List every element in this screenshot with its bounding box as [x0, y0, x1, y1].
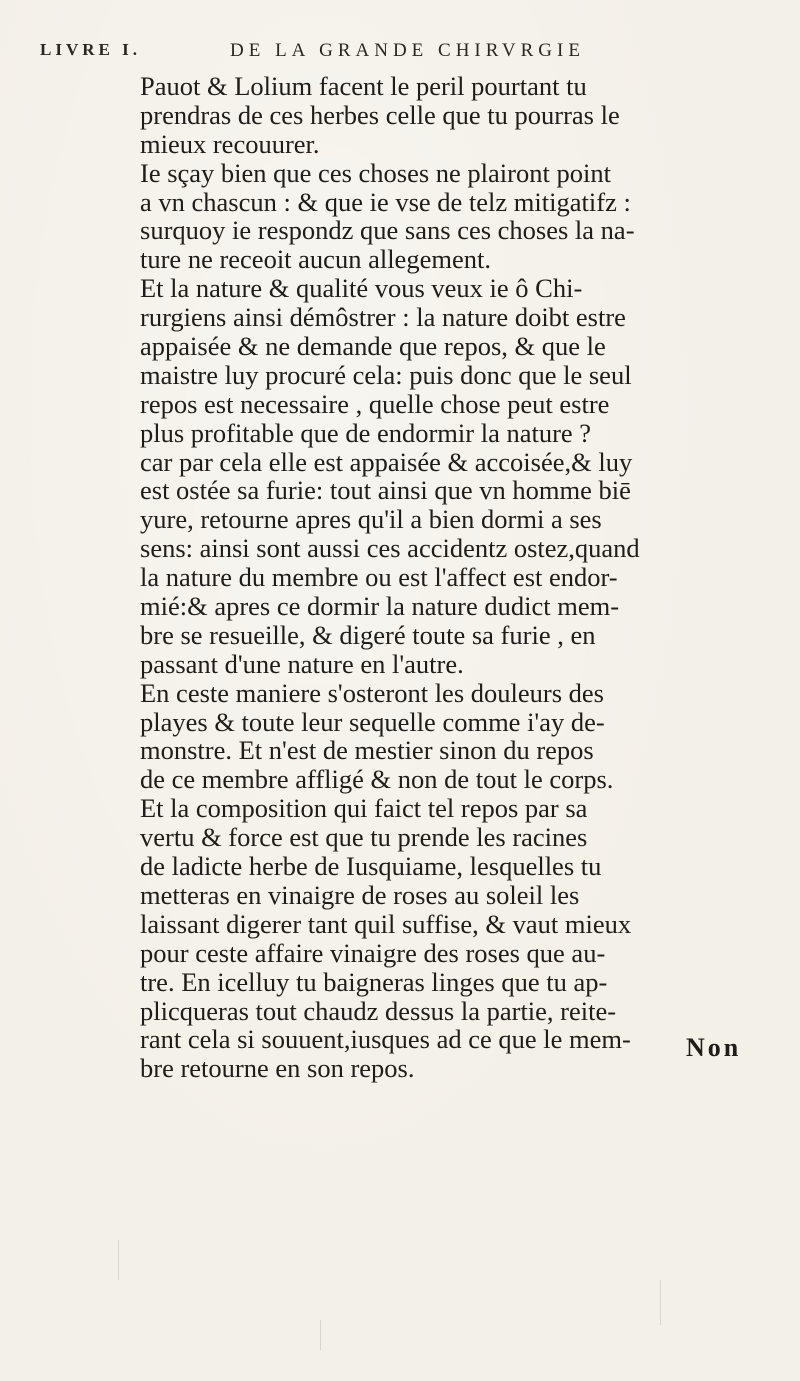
- text-line: a vn chascun : & que ie vse de telz mitigatifz :: [140, 186, 631, 217]
- text-line: sens: ainsi sont aussi ces accidentz ostez,quand: [140, 533, 640, 564]
- catchword: Non: [686, 1033, 742, 1062]
- body-text: [140, 72, 740, 1083]
- text-line: vertu & force est que tu prende les racines: [140, 822, 588, 853]
- text-line: pour ceste affaire vinaigre des roses que au-: [140, 937, 606, 968]
- paper-speck: [320, 1320, 321, 1350]
- text-line: Et la nature & qualité vous veux ie ô Chi-: [140, 273, 583, 304]
- text-line: plicqueras tout chaudz dessus la partie, reite-: [140, 995, 617, 1026]
- text-line: est ostée sa furie: tout ainsi que vn homme biē: [140, 475, 631, 506]
- text-line: prendras de ces herbes celle que tu pourras le: [140, 99, 620, 130]
- text-line: En ceste maniere s'osteront les douleurs des: [140, 677, 604, 708]
- text-line: plus profitable que de endormir la nature ?: [140, 417, 592, 448]
- text-line: bre se resueille, & digeré toute sa furie , en: [140, 619, 596, 650]
- text-line: maistre luy procuré cela: puis donc que le seul: [140, 359, 632, 390]
- text-line: appaisée & ne demande que repos, & que le: [140, 331, 606, 362]
- header-book-number: LIVRE I.: [40, 40, 141, 59]
- text-line: car par cela elle est appaisée & accoisée,& luy: [140, 446, 633, 477]
- text-line: repos est necessaire , quelle chose peut estre: [140, 388, 610, 419]
- paper-speck: [118, 1240, 119, 1280]
- text-line: Ie sçay bien que ces choses ne plairont point: [140, 157, 611, 188]
- text-line: mié:& apres ce dormir la nature dudict mem-: [140, 591, 620, 622]
- text-line: yure, retourne apres qu'il a bien dormi a ses: [140, 504, 602, 535]
- running-header: [40, 40, 760, 70]
- text-line: Pauot & Lolium facent le peril pourtant tu: [140, 71, 587, 101]
- text-line: surquoy ie respondz que sans ces choses la na-: [140, 215, 635, 246]
- header-title: DE LA GRANDE CHIRVRGIE: [230, 40, 585, 61]
- text-line: tre. En icelluy tu baigneras linges que tu ap-: [140, 966, 608, 997]
- paper-speck: [660, 1280, 661, 1325]
- text-line: passant d'une nature en l'autre.: [140, 648, 464, 679]
- text-line: ture ne receoit aucun allegement.: [140, 244, 491, 275]
- text-line: rant cela si souuent,iusques ad ce que le mem-: [140, 1024, 631, 1055]
- text-line: rurgiens ainsi démôstrer : la nature doibt estre: [140, 302, 626, 333]
- text-line: bre retourne en son repos.: [140, 1053, 415, 1084]
- text-line: de ce membre affligé & non de tout le corps.: [140, 764, 614, 795]
- text-line: mieux recouurer.: [140, 128, 320, 159]
- text-line: de ladicte herbe de Iusquiame, lesquelles tu: [140, 851, 602, 882]
- text-line: la nature du membre ou est l'affect est endor-: [140, 562, 618, 593]
- text-line: metteras en vinaigre de roses au soleil les: [140, 879, 580, 910]
- text-line: laissant digerer tant quil suffise, & vaut mieux: [140, 908, 632, 939]
- text-line: monstre. Et n'est de mestier sinon du repos: [140, 735, 594, 766]
- text-line: Et la composition qui faict tel repos par sa: [140, 793, 588, 824]
- text-line: playes & toute leur sequelle comme i'ay de-: [140, 706, 605, 737]
